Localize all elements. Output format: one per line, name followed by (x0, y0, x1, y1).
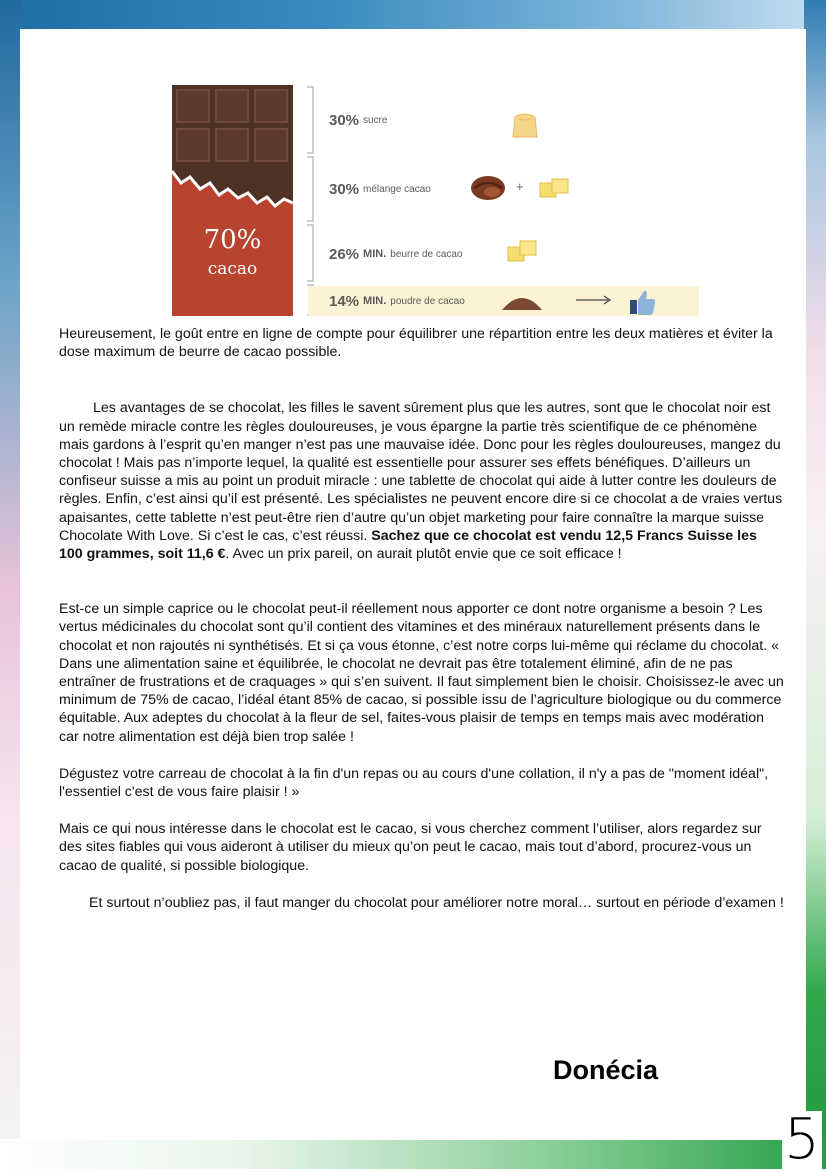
row-percent: 14% (329, 292, 360, 310)
paragraph-2-text: Les avantages de se chocolat, les filles le savent sûrement plus que les autres, sont que le chocolat noir est un remède miracle contre les règles douloureuses, je vous épargne la partie très scientifique de ce phénomène mais gardons à l’esprit qu’en manger n’est pas une mauvaise idée. Donc pour les règles douloureuses, mangez du chocolat ! Mais pas n’importe lequel, la qualité est essentielle pour assurer ses effets bénéfiques. D’ailleurs un confiseur suisse a mis au point un produit miracle : une tablette de chocolat qui aide à lutter contre les douleurs de règles. Enfin, c’est ainsi qu’il est présenté. Les spécialistes ne peuvent encore dire si ce chocolat a de vraies vertus apaisantes, cette tablette n’est peut-être rien d’autre qu’un objet marketing pour faire connaître la marque suisse Chocolate With Love. Si c’est le cas, c’est réussi. (59, 400, 783, 544)
row-min-label: MIN. (363, 248, 387, 260)
row-label: mélange cacao (363, 183, 431, 195)
row-label: beurre de cacao (390, 248, 463, 260)
arrow-right-icon (574, 294, 614, 306)
paragraph-4: Dégustez votre carreau de chocolat à la fin d'un repas ou au cours d'une collation, il n'y a pas de "moment idéal", l'essentiel c'est de vous faire plaisir ! » (59, 765, 769, 801)
row-min-label: MIN. (363, 295, 387, 307)
row-percent: 30% (329, 111, 360, 129)
paragraph-2-bold: Sachez que ce chocolat est vendu 12,5 Francs Suisse les 100 grammes, soit 11,6 € (59, 527, 757, 563)
page-number: 5 (782, 1111, 822, 1169)
paragraph-1: Heureusement, le goût entre en ligne de compte pour équilibrer une répartition entre les deux matières et éviter la dose maximum de beurre de cacao possible. (59, 326, 773, 361)
thumbs-up-icon (628, 288, 658, 316)
decorative-right-band (804, 0, 826, 1169)
cocoa-butter-icon (504, 237, 540, 267)
spacer (59, 801, 784, 820)
sugar-bag-icon (509, 109, 541, 139)
spacer (59, 746, 784, 765)
row-percent: 30% (329, 180, 360, 198)
spacer (59, 563, 784, 600)
butter-icon (536, 175, 572, 203)
composition-row-cocoa-butter (329, 239, 463, 269)
page-sheet (20, 29, 806, 1140)
composition-row-cocoa-powder (329, 286, 465, 316)
paragraph-3: Est-ce un simple caprice ou le chocolat peut-il réellement nous apporter ce dont notre organisme a besoin ? Les vertus médicinales du chocolat sont qu’il contient des vitamines et des minéraux naturellement présents dans le chocolat et non rajoutés ni synthétisés. Et si ça vous étonne, c’est notre corps lui-même qui réclame du chocolat. « Dans une alimentation saine et équilibrée, le chocolat ne devrait pas être totalement éliminé, afin de ne pas entraîner de frustrations et de craquages » qui s’en suivent. Il faut simplement bien le choisir. Choisissez-le avec un minimum de 75% de cacao, l’idéal étant 85% de cacao, si possible issu de l’agriculture biologique ou du commerce équitable. Aux adeptes du chocolat à la fleur de sel, faites-vous plaisir de temps en temps mais avec modération car notre alimentation est déjà bien trop salée ! (59, 601, 784, 745)
composition-row-sugar (329, 105, 387, 135)
paragraph-2 (59, 399, 784, 563)
spacer (59, 361, 784, 399)
cocoa-bean-icon (468, 173, 508, 203)
bracket-lines (305, 85, 317, 317)
row-label: poudre de cacao (390, 295, 465, 307)
bar-word-label: cacao (207, 259, 258, 279)
article-body (59, 325, 784, 912)
chocolate-composition-infographic (172, 85, 702, 320)
plus-sign: + (516, 179, 524, 194)
paragraph-2-end: . Avec un prix pareil, on aurait plutôt envie que ce soit efficace ! (225, 546, 622, 563)
paragraph-6: Et surtout n’oubliez pas, il faut manger du chocolat pour améliorer notre moral… surtout en période d’examen ! (89, 894, 784, 911)
bar-percent-label: 70% (203, 225, 262, 255)
paragraph-5: Mais ce qui nous intéresse dans le chocolat est le cacao, si vous cherchez comment l’utiliser, alors regardez sur des sites fiables qui vous aideront à utiliser du mieux qu’on peut le cacao, mais tout d’abord, procurez-vous un cacao de qualité, si possible biologique. (59, 821, 762, 874)
author-signature: Donécia (553, 1055, 659, 1085)
cocoa-powder-pile-icon (500, 290, 544, 312)
composition-row-cocoa-mix (329, 174, 431, 204)
chocolate-bar-illustration (172, 85, 293, 316)
row-label: sucre (363, 114, 388, 126)
decorative-bottom-band (0, 1139, 826, 1169)
row-percent: 26% (329, 245, 360, 263)
spacer (59, 875, 784, 894)
decorative-left-band (0, 0, 22, 1169)
